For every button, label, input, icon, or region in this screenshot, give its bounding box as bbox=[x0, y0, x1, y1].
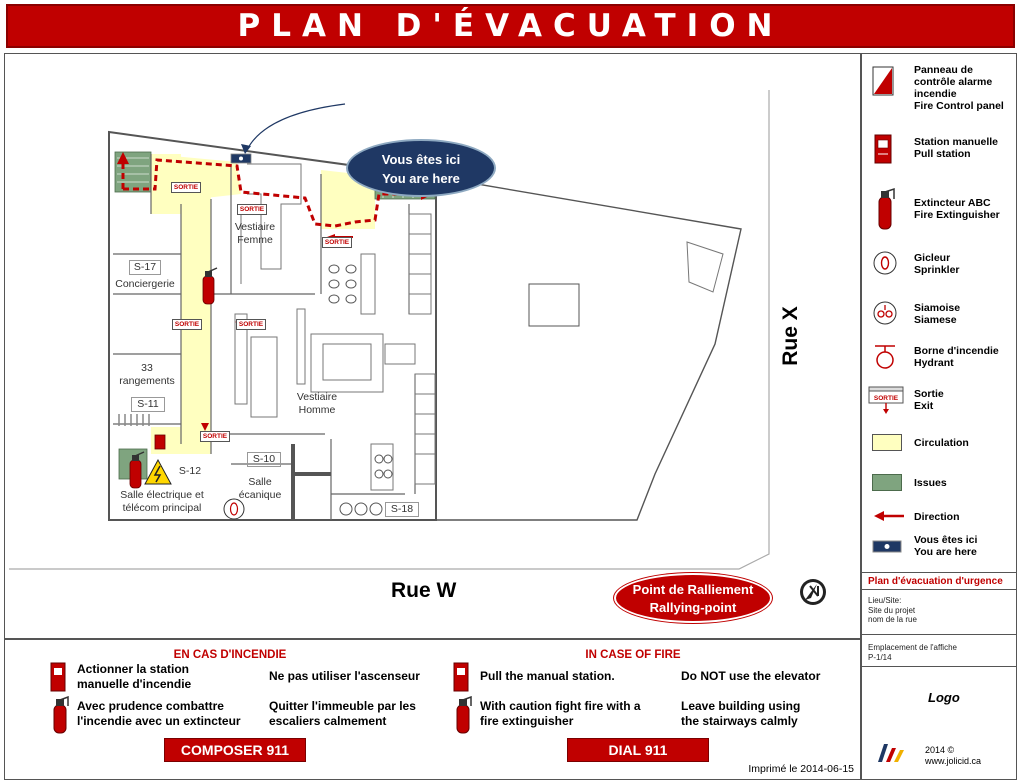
room-label-vestiaire-homme: Vestiaire Homme bbox=[296, 391, 338, 416]
pull-station-icon bbox=[872, 134, 894, 164]
you-are-here-callout bbox=[346, 139, 496, 197]
you-are-here-icon bbox=[872, 540, 902, 554]
exit-icon bbox=[868, 386, 904, 416]
call-911-fr: COMPOSER 911 bbox=[164, 738, 306, 762]
rallying-point-fr: Point de Ralliement bbox=[632, 582, 754, 597]
legend-label: Siamoise Siamese bbox=[914, 302, 961, 326]
exit-sign: SORTIE bbox=[236, 319, 266, 330]
instruction-fight-fr: Avec prudence combattre l'incendie avec un extincteur bbox=[77, 699, 241, 728]
exit-sign: SORTIE bbox=[171, 182, 201, 193]
jolicid-logo-icon bbox=[874, 740, 908, 766]
legend-panel bbox=[861, 53, 1017, 780]
room-label-salle-electrique: Salle électrique et télécom principal bbox=[120, 489, 204, 514]
page-title: PLAN D'ÉVACUATION bbox=[6, 4, 1015, 48]
legend-label: Borne d'incendie Hydrant bbox=[914, 345, 999, 369]
fire-extinguisher-icon bbox=[872, 187, 898, 231]
legend-label: Station manuelle Pull station bbox=[914, 136, 999, 160]
instruction-pull-en: Pull the manual station. bbox=[480, 669, 615, 683]
street-w-label: Rue W bbox=[391, 579, 457, 602]
fire-control-panel-icon bbox=[872, 66, 894, 96]
room-label-s17: S-17 bbox=[129, 260, 161, 275]
copyright-text: 2014 © www.jolicid.ca bbox=[925, 745, 982, 766]
instruction-elevator-fr: Ne pas utiliser l'ascenseur bbox=[269, 669, 420, 683]
pull-station-icon bbox=[452, 662, 470, 692]
room-label-vestiaire-femme: Vestiaire Femme bbox=[234, 221, 276, 246]
fire-extinguisher-icon bbox=[452, 696, 474, 734]
direction-arrow-icon bbox=[872, 508, 906, 524]
you-are-here-en: You are here bbox=[382, 171, 460, 186]
instruction-pull-fr: Actionner la station manuelle d'incendie bbox=[77, 662, 192, 691]
instructions-panel bbox=[4, 639, 861, 780]
room-label-s18: S-18 bbox=[385, 502, 419, 517]
sprinkler-icon bbox=[872, 250, 898, 276]
issues-swatch-icon bbox=[872, 474, 902, 491]
room-label-salle-mecanique: Salle écanique bbox=[238, 476, 282, 501]
hydrant-icon bbox=[872, 343, 898, 371]
legend-label: Gicleur Sprinkler bbox=[914, 252, 960, 276]
exit-icon-text: SORTIE bbox=[873, 395, 899, 402]
instruction-elevator-en: Do NOT use the elevator bbox=[681, 669, 821, 683]
instruction-leave-fr: Quitter l'immeuble par les escaliers calmement bbox=[269, 699, 416, 728]
pull-station-icon bbox=[49, 662, 67, 692]
legend-label: Circulation bbox=[914, 437, 969, 449]
printed-date: Imprimé le 2014-06-15 bbox=[748, 763, 854, 775]
compass-icon bbox=[800, 579, 826, 605]
legend-label: Issues bbox=[914, 477, 947, 489]
you-are-here-fr: Vous êtes ici bbox=[381, 152, 461, 167]
exit-sign: SORTIE bbox=[172, 319, 202, 330]
legend-label: Sortie Exit bbox=[914, 388, 944, 412]
room-label-s10: S-10 bbox=[247, 452, 281, 467]
legend-site: Lieu/Site: Site du projet nom de la rue bbox=[868, 596, 917, 624]
logo-placeholder: Logo bbox=[928, 690, 960, 705]
legend-label: Vous êtes ici You are here bbox=[914, 534, 978, 558]
room-label-conciergerie: Conciergerie bbox=[115, 278, 175, 290]
section-heading-fr: EN CAS D'INCENDIE bbox=[173, 649, 287, 661]
fire-extinguisher-icon bbox=[203, 268, 217, 304]
legend-label: Extincteur ABC Fire Extinguisher bbox=[914, 197, 1000, 221]
legend-plan-title: Plan d'évacuation d'urgence bbox=[862, 572, 1016, 590]
exit-sign: SORTIE bbox=[322, 237, 352, 248]
exit-sign: SORTIE bbox=[200, 431, 230, 442]
rallying-point-callout bbox=[614, 573, 772, 623]
room-label-s11: S-11 bbox=[131, 397, 165, 412]
siamese-icon bbox=[872, 300, 898, 326]
legend-label: Direction bbox=[914, 511, 960, 523]
room-label-s12: S-12 bbox=[178, 465, 202, 477]
instruction-leave-en: Leave building using the stairways calmly bbox=[681, 699, 801, 728]
call-911-en: DIAL 911 bbox=[567, 738, 709, 762]
section-heading-en: IN CASE OF FIRE bbox=[585, 649, 681, 661]
legend-placement: Emplacement de l'affiche P-1/14 bbox=[868, 643, 957, 662]
exit-sign: SORTIE bbox=[237, 204, 267, 215]
rallying-point-en: Rallying-point bbox=[649, 600, 737, 615]
fire-extinguisher-icon bbox=[49, 696, 71, 734]
room-label-rangements: 33 rangements bbox=[119, 362, 175, 387]
street-x-label: Rue X bbox=[779, 306, 802, 366]
legend-label: Panneau de contrôle alarme incendie Fire Control panel bbox=[914, 64, 1004, 112]
instruction-fight-en: With caution fight fire with a fire extinguisher bbox=[480, 699, 641, 728]
circulation-swatch-icon bbox=[872, 434, 902, 451]
floor-plan bbox=[4, 53, 861, 639]
